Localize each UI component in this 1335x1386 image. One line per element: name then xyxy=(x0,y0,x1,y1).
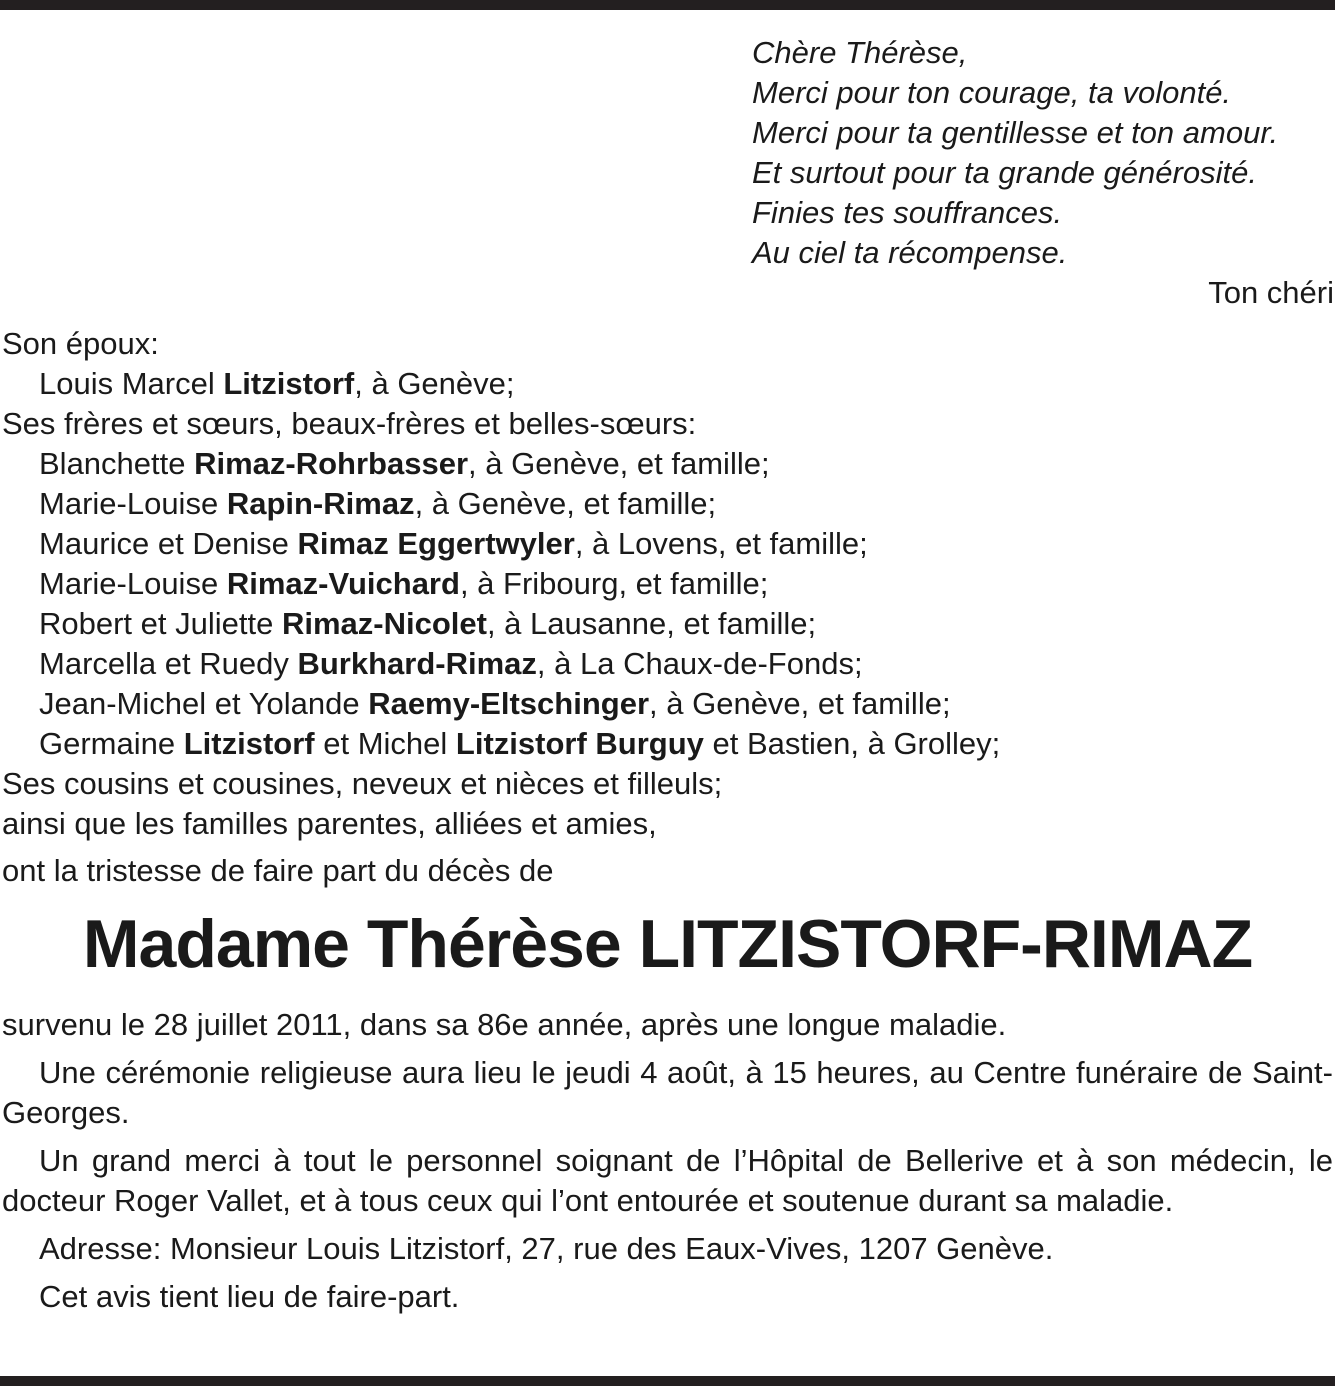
notice-body xyxy=(2,1005,1333,1317)
entry-surname: Rimaz Eggertwyler xyxy=(297,526,575,561)
entry-text: Jean-Michel et Yolande xyxy=(39,686,369,721)
entry-text: , à Genève; xyxy=(354,366,515,401)
entry-text: , à Fribourg, et famille; xyxy=(459,566,769,601)
poem-line: Chère Thérèse, xyxy=(752,35,968,70)
poem-signature: Ton chéri xyxy=(1208,275,1334,310)
ceremony-paragraph: Une cérémonie religieuse aura lieu le jeudi 4 août, à 15 heures, au Centre funéraire de Saint-Georges. xyxy=(2,1055,1333,1130)
sibling-entry xyxy=(2,644,1335,684)
entry-surname: Litzistorf xyxy=(183,726,315,761)
sibling-entry xyxy=(2,524,1335,564)
entry-surname: Rimaz-Nicolet xyxy=(281,606,487,641)
entry-text: Blanchette xyxy=(39,446,195,481)
entry-surname: Raemy-Eltschinger xyxy=(368,686,650,721)
entry-text: Germaine xyxy=(39,726,184,761)
entry-text: , à Lausanne, et famille; xyxy=(486,606,817,641)
entry-surname: Rapin-Rimaz xyxy=(226,486,415,521)
sibling-entry xyxy=(2,684,1335,724)
poem-line: Au ciel ta récompense. xyxy=(752,235,1068,270)
entry-surname: Burkhard-Rimaz xyxy=(297,646,537,681)
entry-text: , à Lovens, et famille; xyxy=(574,526,868,561)
families-line: ainsi que les familles parentes, alliées et amies, xyxy=(2,806,657,841)
dedication-poem xyxy=(752,33,1335,273)
sibling-entry xyxy=(2,484,1335,524)
entry-surname: Litzistorf Burguy xyxy=(455,726,704,761)
spouse-entry xyxy=(2,364,1335,404)
cousins-line: Ses cousins et cousines, neveux et nièces et filleuls; xyxy=(2,766,723,801)
deceased-name: Madame Thérèse LITZISTORF-RIMAZ xyxy=(82,906,1253,982)
death-date-line: survenu le 28 juillet 2011, dans sa 86e année, après une longue maladie. xyxy=(2,1007,1007,1042)
spouse-heading: Son époux: xyxy=(2,326,159,361)
entry-text: Marie-Louise xyxy=(39,486,227,521)
sibling-entry xyxy=(2,604,1335,644)
notice-line: Cet avis tient lieu de faire-part. xyxy=(39,1279,460,1314)
entry-text: Marcella et Ruedy xyxy=(39,646,298,681)
poem-line: Et surtout pour ta grande générosité. xyxy=(752,155,1257,190)
entry-text: , à La Chaux-de-Fonds; xyxy=(536,646,863,681)
sibling-entry xyxy=(2,564,1335,604)
entry-text: , à Genève, et famille; xyxy=(414,486,717,521)
poem-line: Finies tes souffrances. xyxy=(752,195,1063,230)
entry-text: et Michel xyxy=(314,726,456,761)
poem-line: Merci pour ton courage, ta volonté. xyxy=(752,75,1232,110)
entry-text: , à Genève, et famille; xyxy=(649,686,951,721)
top-rule xyxy=(0,0,1335,10)
entry-surname: Rimaz-Rohrbasser xyxy=(194,446,469,481)
sibling-entry xyxy=(2,724,1335,764)
bottom-rule xyxy=(0,1376,1335,1386)
poem-line: Merci pour ta gentillesse et ton amour. xyxy=(752,115,1279,150)
thanks-paragraph: Un grand merci à tout le personnel soignant de l’Hôpital de Bellerive et à son médecin, le docteur Roger Vallet, et à tous ceux qui l’ont entourée et soutenue durant sa maladie. xyxy=(2,1143,1333,1218)
family-list xyxy=(2,324,1335,844)
entry-text: Maurice et Denise xyxy=(39,526,298,561)
entry-text: Marie-Louise xyxy=(39,566,227,601)
entry-text: et Bastien, à Grolley; xyxy=(703,726,1001,761)
entry-text: Robert et Juliette xyxy=(39,606,282,641)
entry-text: Louis Marcel xyxy=(39,366,224,401)
announcement-line: ont la tristesse de faire part du décès de xyxy=(2,853,554,888)
sibling-entry xyxy=(2,444,1335,484)
siblings-heading: Ses frères et sœurs, beaux-frères et belles-sœurs: xyxy=(2,406,697,441)
entry-text: , à Genève, et famille; xyxy=(468,446,770,481)
entry-surname: Rimaz-Vuichard xyxy=(226,566,460,601)
address-line: Adresse: Monsieur Louis Litzistorf, 27, rue des Eaux-Vives, 1207 Genève. xyxy=(39,1231,1054,1266)
entry-surname: Litzistorf xyxy=(223,366,355,401)
